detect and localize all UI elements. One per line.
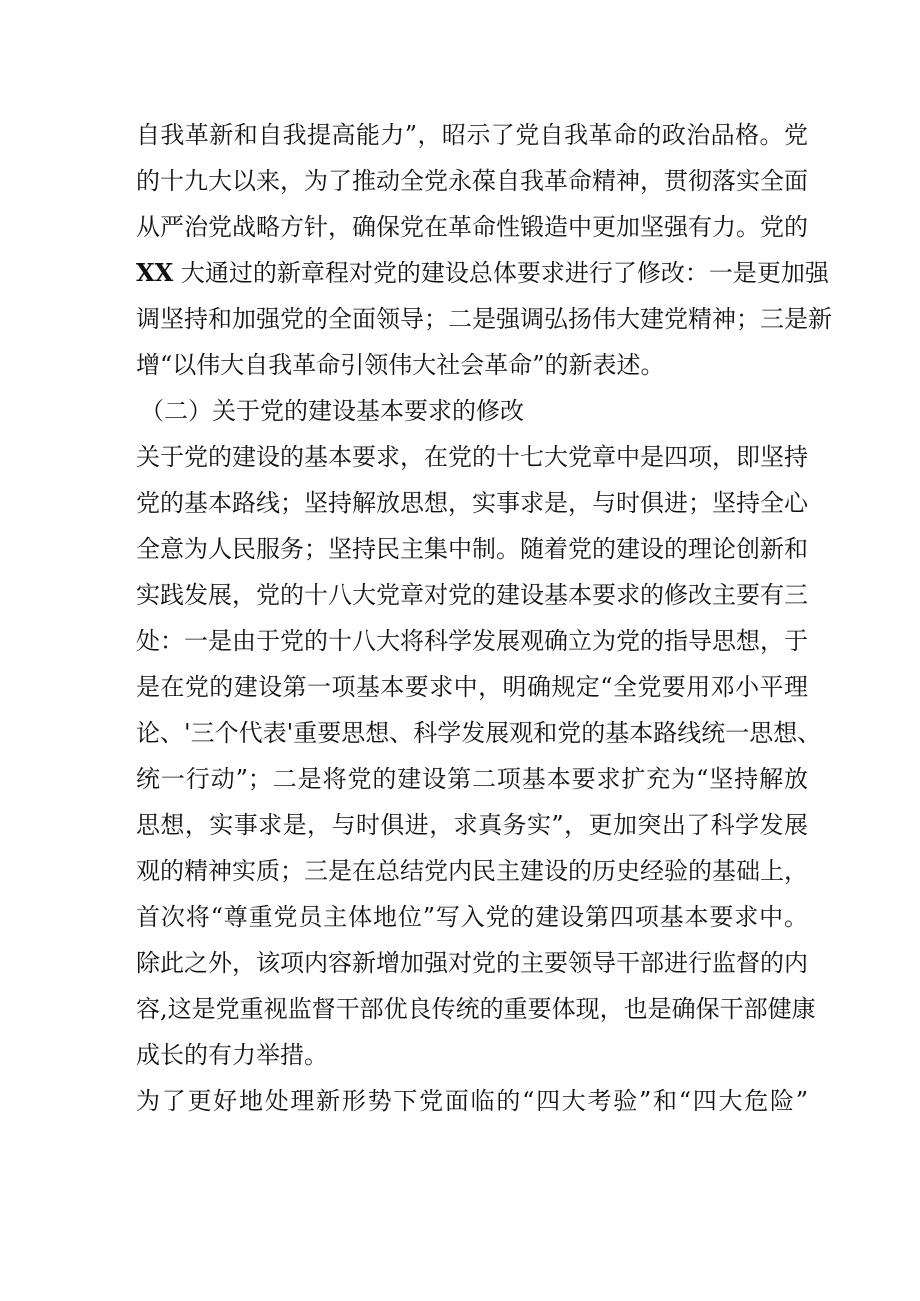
text-line: 为了更好地处理新形势下党面临的“四大考验”和“四大危险”	[136, 1087, 808, 1115]
text-line: 论、'三个代表'重要思想、科学发展观和党的基本路线统一思想、	[136, 719, 822, 747]
text-line: 统一行动”；二是将党的建设第二项基本要求扩充为“坚持解放	[136, 765, 808, 793]
text-line: 容,这是党重视监督干部优良传统的重要体现，也是确保干部健康	[136, 995, 816, 1023]
text-line: 处：一是由于党的十八大将科学发展观确立为党的指导思想，于	[136, 627, 808, 655]
text-line: 成长的有力举措。	[136, 1041, 328, 1069]
text-line: 自我革新和自我提高能力”，昭示了党自我革命的政治品格。党	[136, 121, 808, 149]
text-line: 从严治党战略方针，确保党在革命性锻造中更加坚强有力。党的	[136, 213, 808, 241]
text-line-rest: 大通过的新章程对党的建设总体要求进行了修改：一是更加强	[180, 259, 829, 287]
text-line: 调坚持和加强党的全面领导；二是强调弘扬伟大建党精神；三是新	[136, 305, 832, 333]
text-line: 党的基本路线；坚持解放思想，实事求是，与时俱进；坚持全心	[136, 489, 808, 517]
text-line: 的十九大以来，为了推动全党永葆自我革命精神，贯彻落实全面	[136, 167, 808, 195]
text-line: 全意为人民服务；坚持民主集中制。随着党的建设的理论创新和	[136, 535, 808, 563]
text-line: 思想，实事求是，与时俱进，求真务实”，更加突出了科学发展	[136, 811, 808, 839]
text-line: 除此之外，该项内容新增加强对党的主要领导干部进行监督的内	[136, 949, 808, 977]
text-line: 首次将“尊重党员主体地位”写入党的建设第四项基本要求中。	[136, 903, 808, 931]
text-line: 关于党的建设的基本要求，在党的十七大党章中是四项，即坚持	[136, 443, 808, 471]
document-body	[136, 112, 832, 1124]
text-line	[136, 250, 829, 296]
text-line: 实践发展，党的十八大党章对党的建设基本要求的修改主要有三	[136, 581, 808, 609]
text-line: 观的精神实质；三是在总结党内民主建设的历史经验的基础上，	[136, 857, 808, 885]
section-heading: （二）关于党的建设基本要求的修改	[140, 397, 524, 425]
text-line: 是在党的建设第一项基本要求中，明确规定“全党要用邓小平理	[136, 673, 808, 701]
text-line: 增“以伟大自我革命引领伟大社会革命”的新表述。	[136, 351, 665, 379]
congress-number: XX	[136, 258, 174, 287]
